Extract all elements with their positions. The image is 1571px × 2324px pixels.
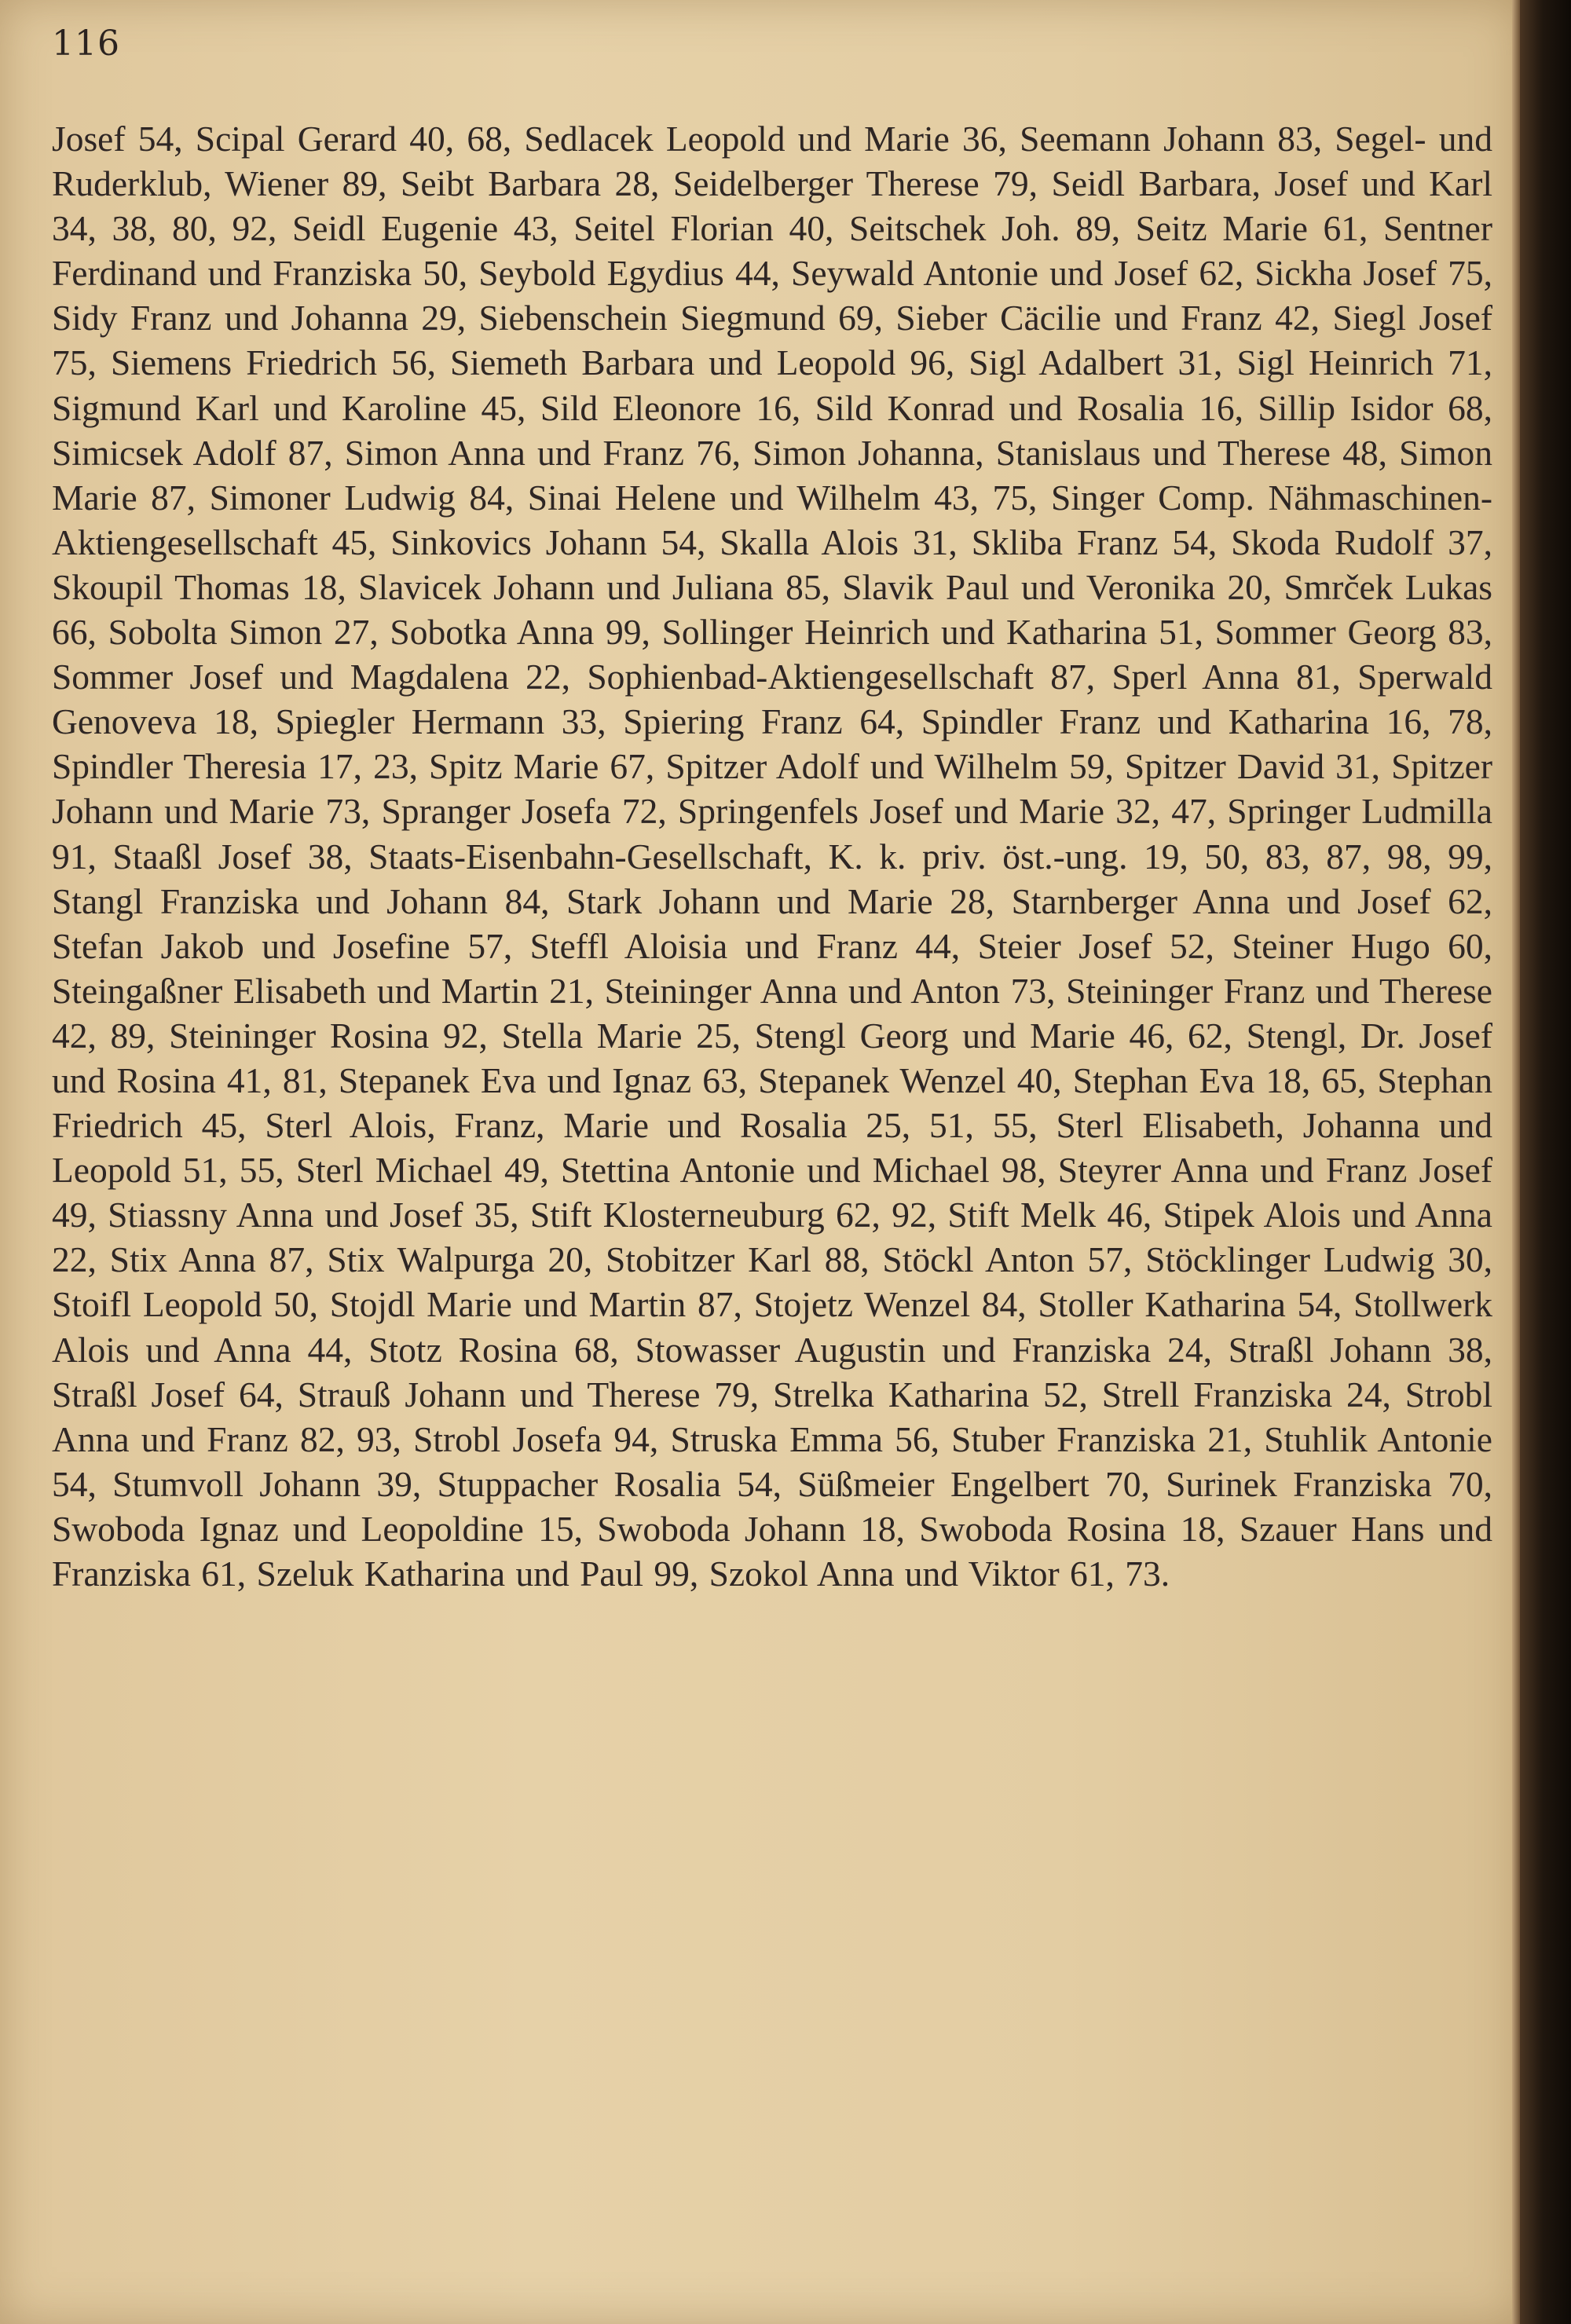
page-number: 116 xyxy=(52,24,120,64)
index-text: Josef 54, Scipal Gerard 40, 68, Sedlacek Leopold und Marie 36, Seemann Johann 83, Segel- und Ruderklub, Wiener 89, Seibt Barbara 28, Seidelberger Therese 79, Seidl Barbara, Josef und Karl 34, 38, 80, 92, Seidl Eugenie 43, Seitel Florian 40, Seitschek Joh. 89, Seitz Marie 61, Sentner Ferdinand und Franziska 50, Seybold Egydius 44, Seywald Antonie und Josef 62, Sickha Josef 75, Sidy Franz und Johanna 29, Siebenschein Siegmund 69, Sieber Cäcilie und Franz 42, Siegl Josef 75, Siemens Friedrich 56, Siemeth Barbara und Leopold 96, Sigl Adalbert 31, Sigl Heinrich 71, Sigmund Karl und Karoline 45, Sild Eleonore 16, Sild Konrad und Rosalia 16, Sillip Isidor 68, Simicsek Adolf 87, Simon Anna und Franz 76, Simon Johanna, Stanislaus und Therese 48, Simon Marie 87, Simoner Ludwig 84, Sinai Helene und Wilhelm 43, 75, Singer Comp. Nähmaschinen-Aktiengesellschaft 45, Sinkovics Johann 54, Skalla Alois 31, Skliba Franz 54, Skoda Rudolf 37, Skoupil Thomas 18, Slavicek Johann und Juliana 85, Slavik Paul und Veronika 20, Smrček Lukas 66, Sobolta Simon 27, Sobotka Anna 99, Sollinger Heinrich und Katharina 51, Sommer Georg 83, Sommer Josef und Magdalena 22, Sophienbad-Aktiengesellschaft 87, Sperl Anna 81, Sperwald Genoveva 18, Spiegler Hermann 33, Spiering Franz 64, Spindler Franz und Katharina 16, 78, Spindler Theresia 17, 23, Spitz Marie 67, Spitzer Adolf und Wilhelm 59, Spitzer David 31, Spitzer Johann und Marie 73, Spranger Josefa 72, Springenfels Josef und Marie 32, 47, Springer Ludmilla 91, Staaßl Josef 38, Staats-Eisenbahn-Gesellschaft, K. k. priv. öst.-ung. 19, 50, 83, 87, 98, 99, Stangl Franziska und Johann 84, Stark Johann und Marie 28, Starnberger Anna und Josef 62, Stefan Jakob und Josefine 57, Steffl Aloisia und Franz 44, Steier Josef 52, Steiner Hugo 60, Steingaßner Elisabeth und Martin 21, Steininger Anna und Anton 73, Steininger Franz und Therese 42, 89, Steininger Rosina 92, Stella Marie 25, Stengl Georg und Marie 46, 62, Stengl, Dr. Josef und Rosina 41, 81, Stepanek Eva und Ignaz 63, Stepanek Wenzel 40, Stephan Eva 18, 65, Stephan Friedrich 45, Sterl Alois, Franz, Marie und Rosalia 25, 51, 55, Sterl Elisabeth, Johanna und Leopold 51, 55, Sterl Michael 49, Stettina Antonie und Michael 98, Steyrer Anna und Franz Josef 49, Stiassny Anna und Josef 35, Stift Klosterneuburg 62, 92, Stift Melk 46, Stipek Alois und Anna 22, Stix Anna 87, Stix Walpurga 20, Stobitzer Karl 88, Stöckl Anton 57, Stöcklinger Ludwig 30, Stoifl Leopold 50, Stojdl Marie und Martin 87, Stojetz Wenzel 84, Stoller Katharina 54, Stollwerk Alois und Anna 44, Stotz Rosina 68, Stowasser Augustin und Franziska 24, Straßl Johann 38, Straßl Josef 64, Strauß Johann und Therese 79, Strelka Katharina 52, Strell Franziska 24, Strobl Anna und Franz 82, 93, Strobl Josefa 94, Struska Emma 56, Stuber Franziska 21, Stuhlik Antonie 54, Stumvoll Johann 39, Stuppacher Rosalia 54, Süßmeier Engelbert 70, Surinek Franziska 70, Swoboda Ignaz und Leopoldine 15, Swoboda Johann 18, Swoboda Rosina 18, Szauer Hans und Franziska 61, Szeluk Katharina und Paul 99, Szokol Anna und Viktor 61, 73. xyxy=(52,119,1492,1594)
book-edge xyxy=(1520,0,1571,2324)
page-gutter xyxy=(1512,0,1520,2324)
